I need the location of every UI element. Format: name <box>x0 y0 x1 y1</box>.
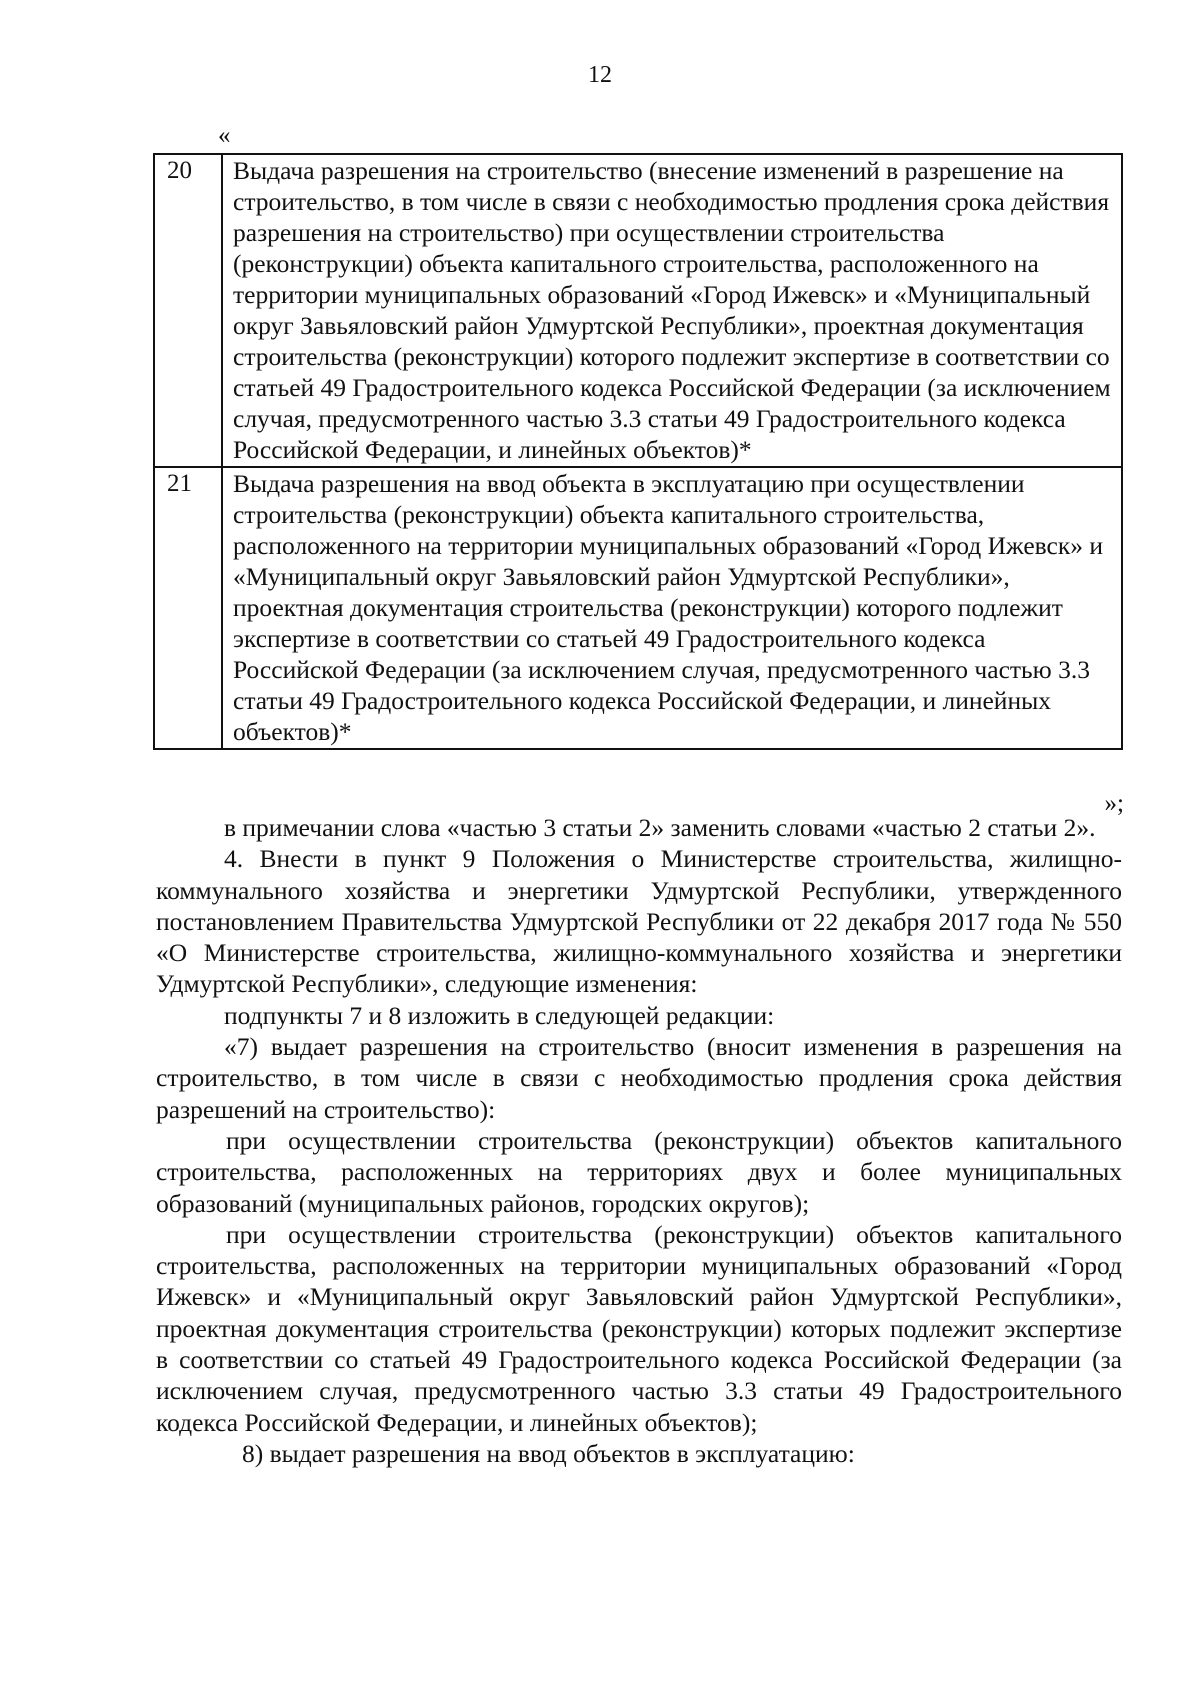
page-number: 12 <box>588 62 612 88</box>
subitem-8-paragraph: 8) выдает разрешения на ввод объектов в эксплуатацию: <box>242 1438 855 1468</box>
note-amendment-paragraph: в примечании слова «частью 3 статьи 2» заменить словами «частью 2 статьи 2». <box>224 813 1096 842</box>
section-4-paragraph: 4. Внести в пункт 9 Положения о Министерстве строительства, жилищно-коммунального хозяйства и энергетики Удмуртской Республики, утвержденного постановлением Правительства Удмуртской Республики от 22 декабря 2017 года № 550 «О Министерстве строительства, жилищно-коммунального хозяйства и энергетики Удмуртской Республики», следующие изменения: <box>156 844 1122 999</box>
table-close-quote: »; <box>1104 790 1124 817</box>
row-number: 20 <box>154 154 222 467</box>
subitem-7-case-1: при осуществлении строительства (реконструкции) объектов капитального строительства, расположенных на территориях двух и более муниципальных образований (муниципальных районов, городских округов); <box>156 1125 1122 1218</box>
subitem-7-paragraph: «7) выдает разрешения на строительство (вносит изменения в разрешения на строительство, в том числе в связи с необходимостью продления срока действия разрешений на строительство): <box>156 1032 1122 1124</box>
row-number: 21 <box>154 467 222 749</box>
row-text: Выдача разрешения на ввод объекта в эксплуатацию при осуществлении строительства (реконструкции) объекта капитального строительства, расположенного на территории муниципальных образований «Город Ижевск» и «Муниципальный округ Завьяловский район Удмуртской Республики», проектная документация строительства (реконструкции) которого подлежит экспертизе в соответствии со статьей 49 Градостроительного кодекса Российской Федерации (за исключением случая, предусмотренного частью 3.3 статьи 49 Градостроительного кодекса Российской Федерации, и линейных объектов)* <box>222 467 1122 749</box>
table-open-quote: « <box>218 122 231 149</box>
services-table <box>153 153 1123 750</box>
subitem-7-case-2: при осуществлении строительства (реконструкции) объектов капитального строительства, расположенных на территории муниципальных образований «Город Ижевск» и «Муниципальный округ Завьяловский район Удмуртской Республики», проектная документация строительства (реконструкции) которых подлежит экспертизе в соответствии со статьей 49 Градостроительного кодекса Российской Федерации (за исключением случая, предусмотренного частью 3.3 статьи 49 Градостроительного кодекса Российской Федерации, и линейных объектов); <box>156 1219 1122 1437</box>
subitems-intro-paragraph: подпункты 7 и 8 изложить в следующей редакции: <box>224 1000 775 1030</box>
table-row <box>154 467 1122 749</box>
table-row <box>154 154 1122 467</box>
row-text: Выдача разрешения на строительство (внесение изменений в разрешение на строительство, в том числе в связи с необходимостью продления срока действия разрешения на строительство) при осуществлении строительства (реконструкции) объекта капитального строительства, расположенного на территории муниципальных образований «Город Ижевск» и «Муниципальный округ Завьяловский район Удмуртской Республики», проектная документация строительства (реконструкции) которого подлежит экспертизе в соответствии со статьей 49 Градостроительного кодекса Российской Федерации (за исключением случая, предусмотренного частью 3.3 статьи 49 Градостроительного кодекса Российской Федерации, и линейных объектов)* <box>222 154 1122 467</box>
document-body <box>156 812 1122 1469</box>
